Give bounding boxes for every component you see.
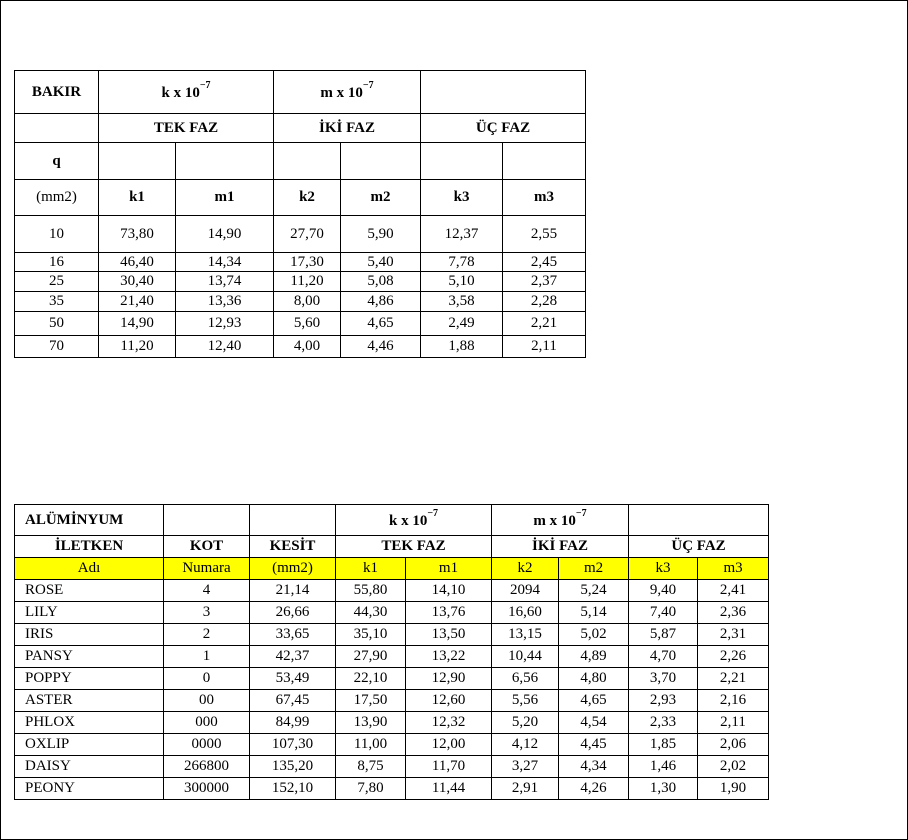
- table-cell: 7,80: [336, 778, 406, 800]
- aluminyum-col-header: Adı: [15, 558, 164, 580]
- table-cell: 00: [164, 690, 250, 712]
- bakir-col-header: m2: [341, 180, 421, 216]
- table-cell: 8,75: [336, 756, 406, 778]
- table-row: [15, 292, 586, 312]
- table-cell: 1,90: [698, 778, 769, 800]
- aluminyum-header-kesit: KESİT: [250, 536, 336, 558]
- table-row: [15, 336, 586, 358]
- bakir-empty-cell: [421, 71, 586, 114]
- table-row: [15, 756, 769, 778]
- table-cell: 5,90: [341, 216, 421, 253]
- table-cell: 4,65: [559, 690, 629, 712]
- bakir-empty-cell: [503, 143, 586, 180]
- table-cell: 152,10: [250, 778, 336, 800]
- table-row: [15, 778, 769, 800]
- bakir-col-header: m1: [176, 180, 274, 216]
- table-cell: 5,87: [629, 624, 698, 646]
- table-cell: 14,10: [406, 580, 492, 602]
- table-cell: 5,10: [421, 272, 503, 292]
- table-cell: POPPY: [15, 668, 164, 690]
- aluminyum-phase-tek: TEK FAZ: [336, 536, 492, 558]
- table-cell: 2: [164, 624, 250, 646]
- table-cell: PHLOX: [15, 712, 164, 734]
- bakir-table: [14, 70, 586, 358]
- bakir-col-header: m3: [503, 180, 586, 216]
- aluminyum-col-header: k2: [492, 558, 559, 580]
- aluminyum-col-header: m1: [406, 558, 492, 580]
- table-cell: 26,66: [250, 602, 336, 624]
- aluminyum-title: ALÜMİNYUM: [15, 505, 164, 536]
- aluminyum-phase-uc: ÜÇ FAZ: [629, 536, 769, 558]
- table-cell: 9,40: [629, 580, 698, 602]
- table-cell: 67,45: [250, 690, 336, 712]
- bakir-col-header: k3: [421, 180, 503, 216]
- aluminyum-header-kot: KOT: [164, 536, 250, 558]
- table-cell: 70: [15, 336, 99, 358]
- table-cell: 4,89: [559, 646, 629, 668]
- bakir-empty-cell: [15, 114, 99, 143]
- table-cell: 53,49: [250, 668, 336, 690]
- table-cell: 13,22: [406, 646, 492, 668]
- table-cell: 50: [15, 312, 99, 336]
- table-cell: 12,40: [176, 336, 274, 358]
- table-cell: 2,36: [698, 602, 769, 624]
- aluminyum-empty-cell: [629, 505, 769, 536]
- table-cell: 11,20: [274, 272, 341, 292]
- table-cell: 2,93: [629, 690, 698, 712]
- table-cell: 11,20: [99, 336, 176, 358]
- table-cell: ROSE: [15, 580, 164, 602]
- table-cell: 3: [164, 602, 250, 624]
- aluminyum-header-iletken: İLETKEN: [15, 536, 164, 558]
- table-cell: 12,93: [176, 312, 274, 336]
- table-cell: 10: [15, 216, 99, 253]
- table-cell: 2,33: [629, 712, 698, 734]
- table-row: [15, 216, 586, 253]
- table-cell: 13,50: [406, 624, 492, 646]
- table-cell: 2,16: [698, 690, 769, 712]
- table-cell: 11,70: [406, 756, 492, 778]
- table-cell: 4,34: [559, 756, 629, 778]
- table-cell: 4,46: [341, 336, 421, 358]
- table-cell: 300000: [164, 778, 250, 800]
- table-cell: 3,70: [629, 668, 698, 690]
- table-cell: 17,30: [274, 253, 341, 272]
- table-cell: 2,21: [503, 312, 586, 336]
- bakir-col-header: k2: [274, 180, 341, 216]
- bakir-unit-label: (mm2): [15, 180, 99, 216]
- aluminyum-k-label: k x $10^{-7}$: [336, 505, 492, 536]
- aluminyum-table: [14, 504, 769, 800]
- table-cell: 44,30: [336, 602, 406, 624]
- table-cell: 2,55: [503, 216, 586, 253]
- table-cell: 7,78: [421, 253, 503, 272]
- table-cell: 14,34: [176, 253, 274, 272]
- table-cell: 4,80: [559, 668, 629, 690]
- table-cell: 6,56: [492, 668, 559, 690]
- bakir-k-label: k x $10^{-7}$: [99, 71, 274, 114]
- table-cell: 1,88: [421, 336, 503, 358]
- table-cell: 1,85: [629, 734, 698, 756]
- table-cell: 21,40: [99, 292, 176, 312]
- table-cell: 13,74: [176, 272, 274, 292]
- bakir-q-label: q: [15, 143, 99, 180]
- table-cell: 2,31: [698, 624, 769, 646]
- table-cell: 14,90: [99, 312, 176, 336]
- table-cell: 000: [164, 712, 250, 734]
- table-cell: OXLIP: [15, 734, 164, 756]
- table-cell: 12,32: [406, 712, 492, 734]
- table-cell: 5,08: [341, 272, 421, 292]
- table-cell: 11,00: [336, 734, 406, 756]
- table-cell: 73,80: [99, 216, 176, 253]
- table-cell: 17,50: [336, 690, 406, 712]
- table-cell: 4,70: [629, 646, 698, 668]
- table-cell: 4,12: [492, 734, 559, 756]
- table-cell: 2,28: [503, 292, 586, 312]
- table-cell: 21,14: [250, 580, 336, 602]
- aluminyum-m-label: m x $10^{-7}$: [492, 505, 629, 536]
- table-cell: 266800: [164, 756, 250, 778]
- table-cell: 12,37: [421, 216, 503, 253]
- table-cell: 107,30: [250, 734, 336, 756]
- table-cell: 2,41: [698, 580, 769, 602]
- bakir-empty-cell: [421, 143, 503, 180]
- table-cell: 2094: [492, 580, 559, 602]
- table-cell: 4,26: [559, 778, 629, 800]
- table-cell: 16,60: [492, 602, 559, 624]
- aluminyum-col-header: m3: [698, 558, 769, 580]
- table-cell: 14,90: [176, 216, 274, 253]
- aluminyum-empty-cell: [164, 505, 250, 536]
- table-cell: PANSY: [15, 646, 164, 668]
- table-cell: 35: [15, 292, 99, 312]
- table-row: [15, 253, 586, 272]
- table-cell: 5,56: [492, 690, 559, 712]
- table-cell: 8,00: [274, 292, 341, 312]
- table-cell: 16: [15, 253, 99, 272]
- table-cell: 35,10: [336, 624, 406, 646]
- bakir-phase-uc: ÜÇ FAZ: [421, 114, 586, 143]
- table-cell: 33,65: [250, 624, 336, 646]
- table-cell: 13,90: [336, 712, 406, 734]
- table-cell: 55,80: [336, 580, 406, 602]
- aluminyum-col-header: Numara: [164, 558, 250, 580]
- bakir-empty-cell: [99, 143, 176, 180]
- table-cell: 135,20: [250, 756, 336, 778]
- table-cell: 4,86: [341, 292, 421, 312]
- table-row: [15, 580, 769, 602]
- table-row: [15, 624, 769, 646]
- table-row: [15, 602, 769, 624]
- table-cell: 0000: [164, 734, 250, 756]
- aluminyum-empty-cell: [250, 505, 336, 536]
- table-row: [15, 272, 586, 292]
- aluminyum-phase-iki: İKİ FAZ: [492, 536, 629, 558]
- table-cell: 2,02: [698, 756, 769, 778]
- table-cell: 5,14: [559, 602, 629, 624]
- table-cell: 2,49: [421, 312, 503, 336]
- table-cell: 10,44: [492, 646, 559, 668]
- table-cell: 27,90: [336, 646, 406, 668]
- table-cell: 2,06: [698, 734, 769, 756]
- table-cell: 46,40: [99, 253, 176, 272]
- table-cell: 13,15: [492, 624, 559, 646]
- table-cell: 1,30: [629, 778, 698, 800]
- aluminyum-col-header: (mm2): [250, 558, 336, 580]
- table-cell: 12,00: [406, 734, 492, 756]
- table-cell: 0: [164, 668, 250, 690]
- table-cell: 4: [164, 580, 250, 602]
- table-cell: 5,20: [492, 712, 559, 734]
- table-cell: PEONY: [15, 778, 164, 800]
- table-cell: 5,24: [559, 580, 629, 602]
- table-cell: 25: [15, 272, 99, 292]
- bakir-phase-iki: İKİ FAZ: [274, 114, 421, 143]
- bakir-empty-cell: [274, 143, 341, 180]
- table-cell: 2,11: [503, 336, 586, 358]
- table-cell: 2,37: [503, 272, 586, 292]
- table-cell: 5,40: [341, 253, 421, 272]
- table-cell: 22,10: [336, 668, 406, 690]
- table-cell: 7,40: [629, 602, 698, 624]
- bakir-empty-cell: [176, 143, 274, 180]
- table-cell: 30,40: [99, 272, 176, 292]
- table-cell: 12,90: [406, 668, 492, 690]
- table-cell: 1: [164, 646, 250, 668]
- table-cell: 2,11: [698, 712, 769, 734]
- table-cell: 1,46: [629, 756, 698, 778]
- table-cell: 42,37: [250, 646, 336, 668]
- table-cell: ASTER: [15, 690, 164, 712]
- table-cell: 2,26: [698, 646, 769, 668]
- aluminyum-col-header: k3: [629, 558, 698, 580]
- table-cell: 4,45: [559, 734, 629, 756]
- table-cell: 27,70: [274, 216, 341, 253]
- table-cell: 12,60: [406, 690, 492, 712]
- bakir-col-header: k1: [99, 180, 176, 216]
- table-cell: 3,58: [421, 292, 503, 312]
- table-cell: 3,27: [492, 756, 559, 778]
- table-row: [15, 312, 586, 336]
- table-cell: 4,65: [341, 312, 421, 336]
- table-row: [15, 712, 769, 734]
- table-cell: 4,00: [274, 336, 341, 358]
- table-row: [15, 646, 769, 668]
- table-cell: 2,91: [492, 778, 559, 800]
- table-cell: 4,54: [559, 712, 629, 734]
- table-cell: IRIS: [15, 624, 164, 646]
- table-cell: 84,99: [250, 712, 336, 734]
- aluminyum-col-header: k1: [336, 558, 406, 580]
- table-cell: 2,45: [503, 253, 586, 272]
- bakir-empty-cell: [341, 143, 421, 180]
- table-row: [15, 690, 769, 712]
- table-cell: 5,60: [274, 312, 341, 336]
- table-cell: DAISY: [15, 756, 164, 778]
- table-cell: 13,36: [176, 292, 274, 312]
- table-row: [15, 668, 769, 690]
- aluminyum-col-header: m2: [559, 558, 629, 580]
- table-cell: 11,44: [406, 778, 492, 800]
- bakir-m-label: m x $10^{-7}$: [274, 71, 421, 114]
- table-cell: LILY: [15, 602, 164, 624]
- table-row: [15, 734, 769, 756]
- table-cell: 5,02: [559, 624, 629, 646]
- bakir-phase-tek: TEK FAZ: [99, 114, 274, 143]
- table-cell: 13,76: [406, 602, 492, 624]
- table-cell: 2,21: [698, 668, 769, 690]
- bakir-title: BAKIR: [15, 71, 99, 114]
